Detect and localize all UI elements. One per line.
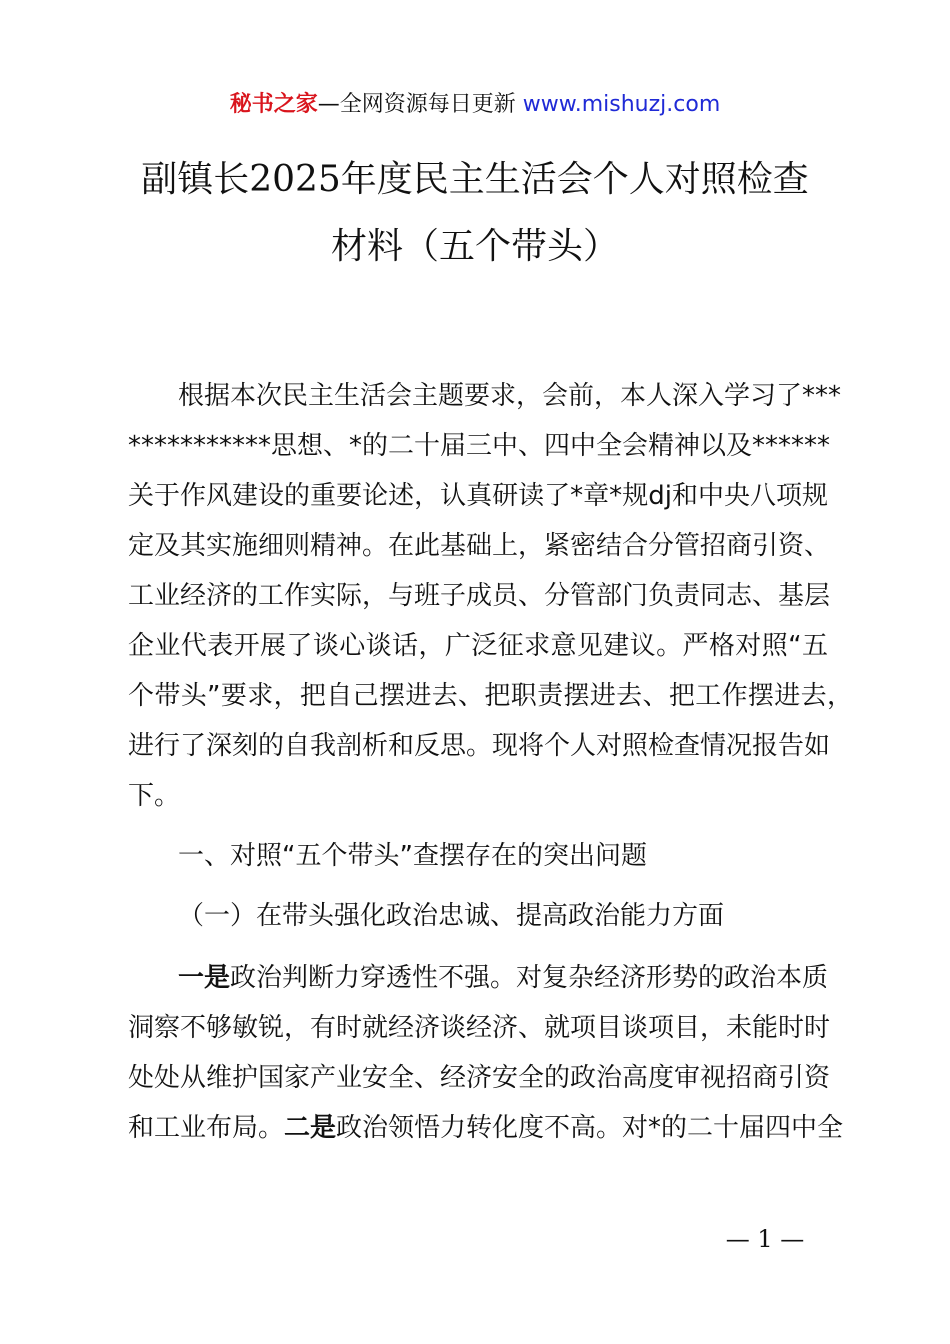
site-header [0,90,950,120]
site-url-link[interactable]: www.mishuzj.com [522,92,721,117]
paragraph-line: 工业经济的工作实际，与班子成员、分管部门负责同志、基层 [128,581,831,611]
paragraph-line: 个带头”要求，把自己摆进去、把职责摆进去、把工作摆进去， [128,681,853,711]
ordinal-label: 二是 [284,1113,337,1143]
paragraph-text: 政治判断力穿透性不强。对复杂经济形势的政治本质 [230,963,829,993]
paragraph-line: 洞察不够敏锐，有时就经济谈经济、就项目谈项目，未能时时 [128,1013,831,1043]
site-brand: 秘书之家 [229,92,318,117]
page-number: — 1 — [725,1225,805,1253]
paragraph-line [128,1110,844,1146]
paragraph-line: 根据本次民主生活会主题要求，会前，本人深入学习了*** [178,381,842,411]
document-title-line-2: 材料（五个带头） [330,226,619,267]
paragraph-text: 政治领悟力转化度不高。对*的二十届四中全 [336,1113,844,1143]
section-heading: 一、对照“五个带头”查摆存在的突出问题 [178,841,647,871]
paragraph-line: 处处从维护国家产业安全、经济安全的政治高度审视招商引资 [128,1063,831,1093]
paragraph-line: 进行了深刻的自我剖析和反思。现将个人对照检查情况报告如 [128,731,831,761]
paragraph-text: 和工业布局。 [128,1113,285,1143]
header-slogan: 全网资源每日更新 [339,92,516,117]
document-title-line-1: 副镇长2025年度民主生活会个人对照检查 [141,159,809,200]
paragraph-line: ***********思想、*的二十届三中、四中全会精神以及****** [128,431,831,461]
subsection-heading: （一）在带头强化政治忠诚、提高政治能力方面 [178,901,725,931]
header-dash: — [317,92,340,117]
ordinal-label: 一是 [178,963,231,993]
paragraph-line: 定及其实施细则精神。在此基础上，紧密结合分管招商引资、 [128,531,831,561]
paragraph-line [178,960,828,996]
paragraph-line: 企业代表开展了谈心谈话，广泛征求意见建议。严格对照“五 [128,631,828,661]
paragraph-line: 关于作风建设的重要论述，认真研读了*章*规dj和中央八项规 [128,481,828,511]
paragraph-line: 下。 [128,781,181,811]
